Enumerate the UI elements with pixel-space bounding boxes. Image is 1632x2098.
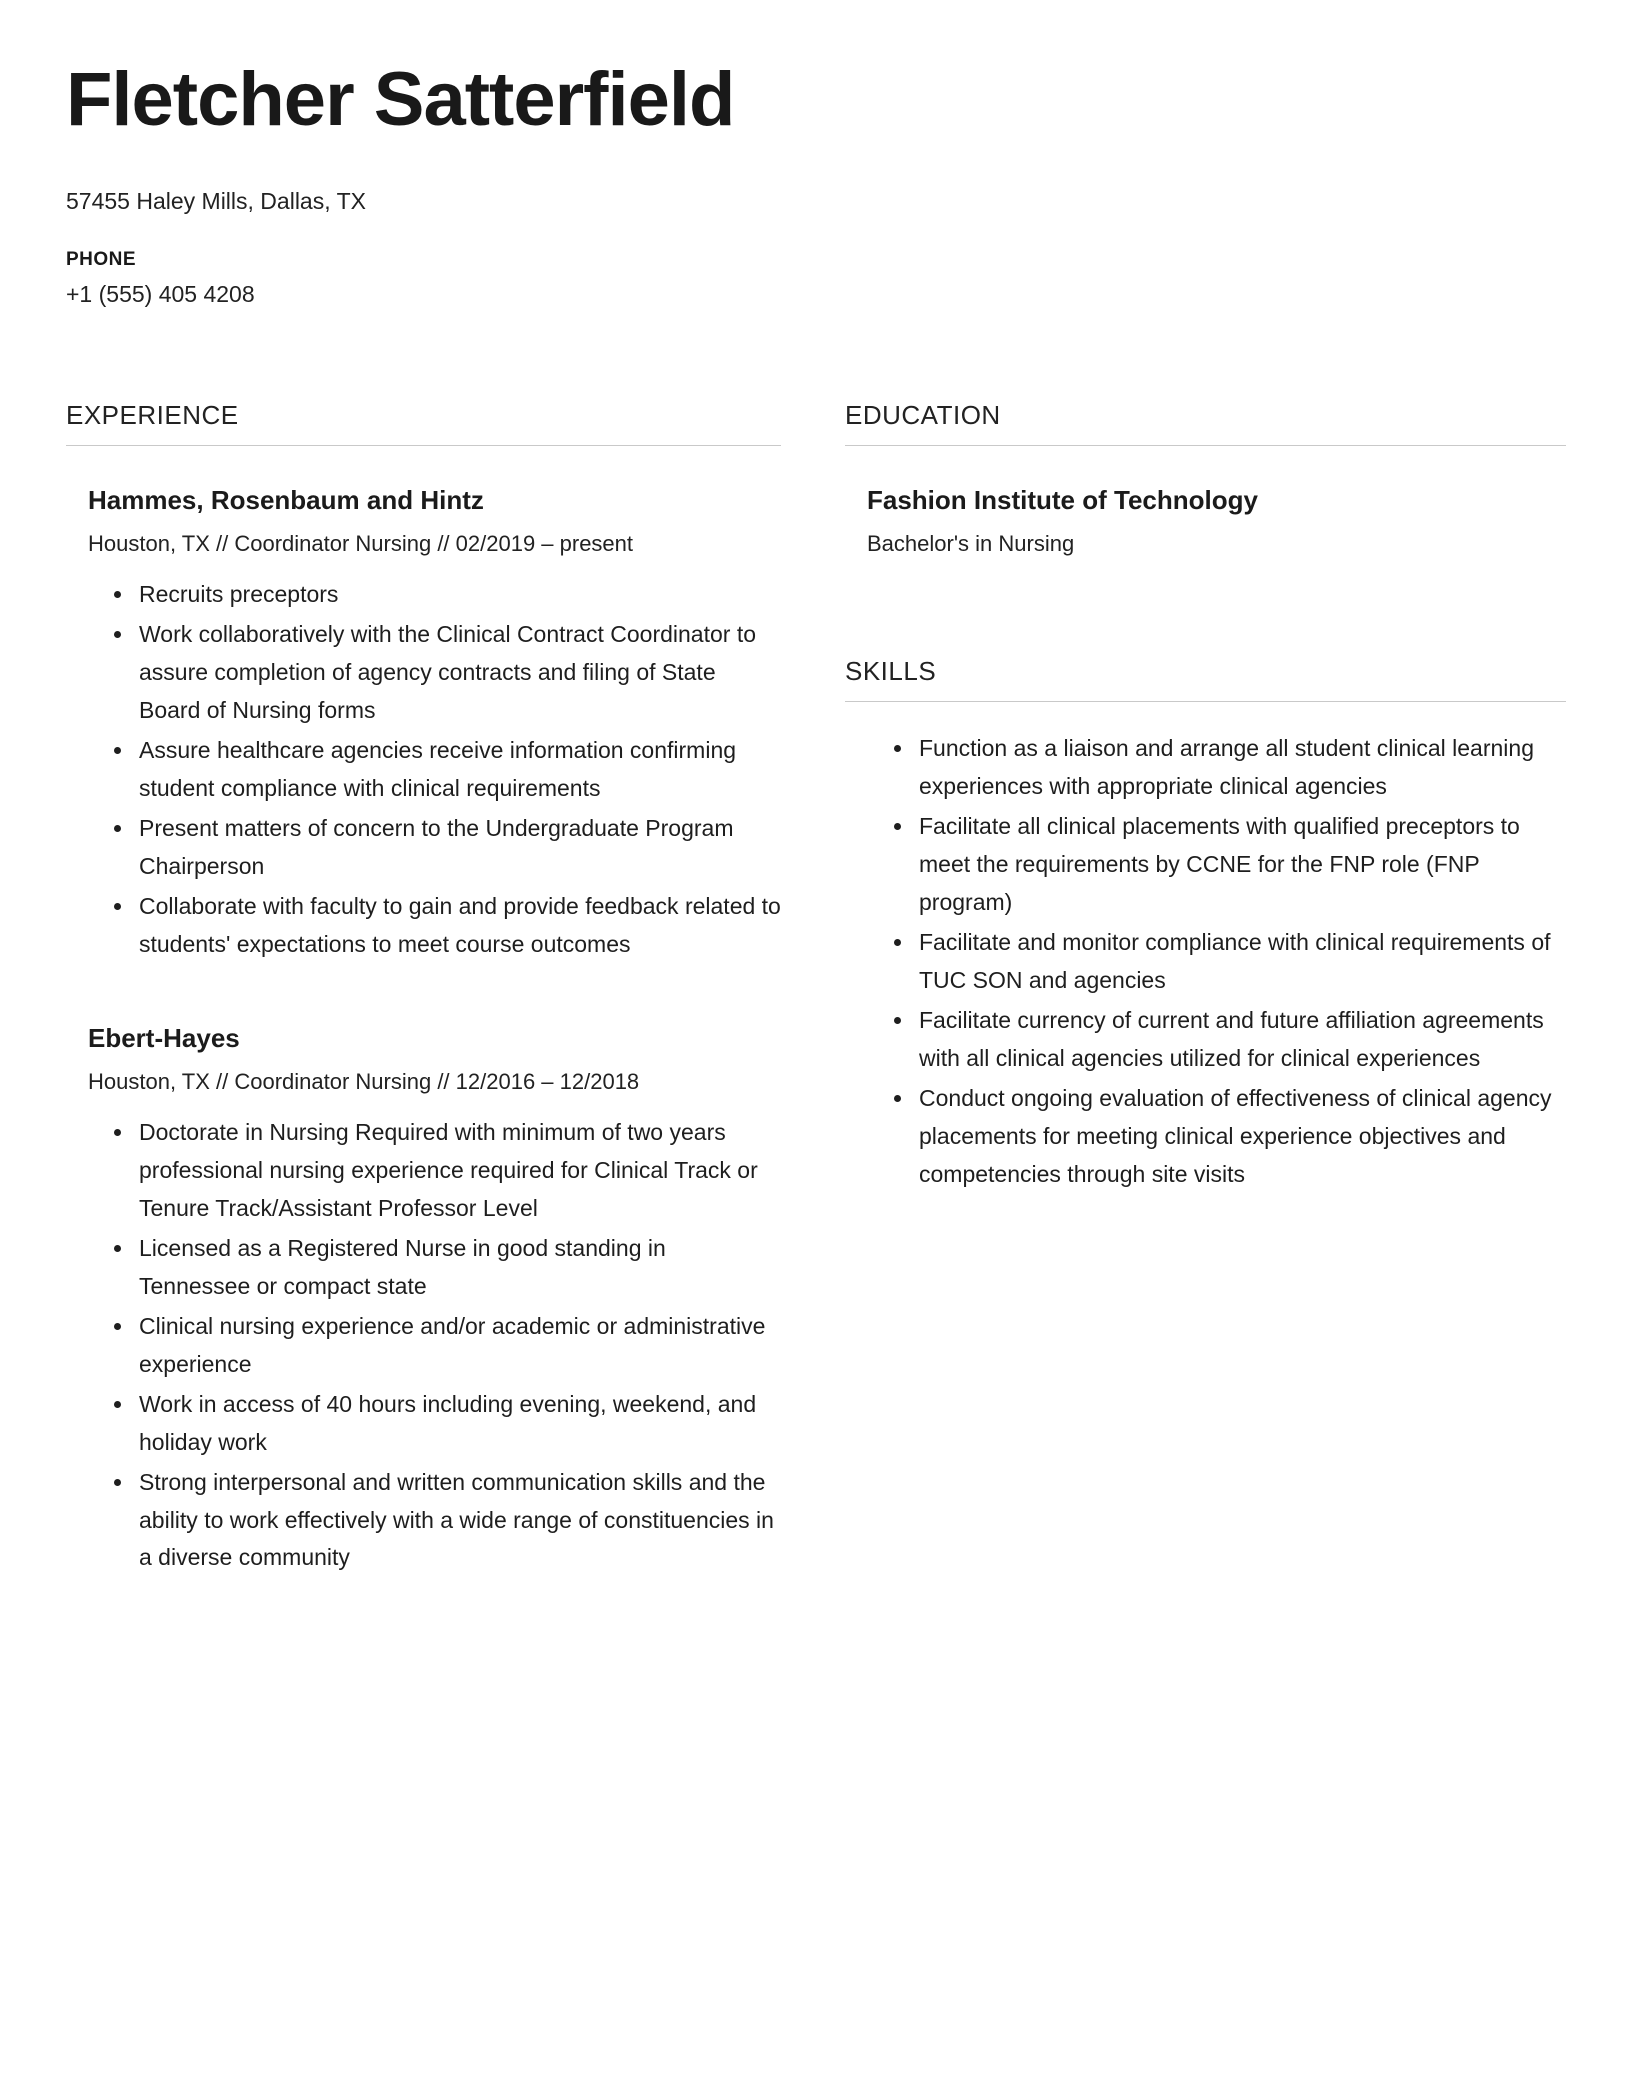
education-degree: Bachelor's in Nursing <box>867 531 1075 557</box>
bullet-item: • Strong interpersonal and written communication skills and the ability to work effectively with a wide range of constituencies in a diverse community <box>135 1464 781 1578</box>
job-bullet-list <box>88 576 781 963</box>
bullet-item: • Function as a liaison and arrange all student clinical learning experiences with appropriate clinical agencies <box>915 730 1566 806</box>
job-meta: Houston, TX // Coordinator Nursing // 02/2019 – present <box>88 531 634 557</box>
bullet-item: • Facilitate all clinical placements with qualified preceptors to meet the requirements by CCNE for the FNP role (FNP program) <box>915 808 1566 922</box>
job-meta: Houston, TX // Coordinator Nursing // 12/2016 – 12/2018 <box>88 1069 640 1095</box>
skills-section <box>845 656 1566 1193</box>
job-entry <box>66 1022 781 1578</box>
left-column <box>66 400 781 1580</box>
bullet-item: • Clinical nursing experience and/or academic or administrative experience <box>135 1308 781 1384</box>
bullet-item: • Facilitate currency of current and future affiliation agreements with all clinical agencies utilized for clinical experiences <box>915 1002 1566 1078</box>
skills-heading: SKILLS <box>845 656 1566 702</box>
bullet-item: • Recruits preceptors <box>135 576 781 614</box>
education-entry <box>845 484 1566 561</box>
job-bullet-list <box>88 1114 781 1577</box>
skills-bullet-list <box>845 730 1566 1193</box>
education-school: Fashion Institute of Technology <box>867 484 1258 515</box>
bullet-item: • Conduct ongoing evaluation of effectiveness of clinical agency placements for meeting clinical experience objectives and competencies through site visits <box>915 1080 1566 1194</box>
bullet-item: • Assure healthcare agencies receive information confirming student compliance with clinical requirements <box>135 732 781 808</box>
bullet-item: • Work collaboratively with the Clinical Contract Coordinator to assure completion of agency contracts and filing of State Board of Nursing forms <box>135 616 781 730</box>
experience-section <box>66 400 781 1578</box>
job-company: Ebert-Hayes <box>88 1022 240 1053</box>
phone-number: +1 (555) 405 4208 <box>66 280 255 307</box>
bullet-item: • Work in access of 40 hours including evening, weekend, and holiday work <box>135 1386 781 1462</box>
phone-label: PHONE <box>66 248 137 270</box>
resume-header <box>66 58 1566 308</box>
education-heading: EDUCATION <box>845 400 1566 446</box>
candidate-address: 57455 Haley Mills, Dallas, TX <box>66 187 366 214</box>
job-company: Hammes, Rosenbaum and Hintz <box>88 484 484 515</box>
resume-columns <box>66 400 1566 1580</box>
experience-heading: EXPERIENCE <box>66 400 781 446</box>
bullet-item: • Licensed as a Registered Nurse in good standing in Tennessee or compact state <box>135 1230 781 1306</box>
bullet-item: • Present matters of concern to the Undergraduate Program Chairperson <box>135 810 781 886</box>
bullet-item: • Collaborate with faculty to gain and provide feedback related to students' expectations to meet course outcomes <box>135 888 781 964</box>
education-section <box>845 400 1566 561</box>
right-column <box>845 400 1566 1196</box>
bullet-item: • Facilitate and monitor compliance with clinical requirements of TUC SON and agencies <box>915 924 1566 1000</box>
candidate-name: Fletcher Satterfield <box>66 57 735 142</box>
bullet-item: • Doctorate in Nursing Required with minimum of two years professional nursing experience required for Clinical Track or Tenure Track/Assistant Professor Level <box>135 1114 781 1228</box>
job-entry <box>66 484 781 964</box>
